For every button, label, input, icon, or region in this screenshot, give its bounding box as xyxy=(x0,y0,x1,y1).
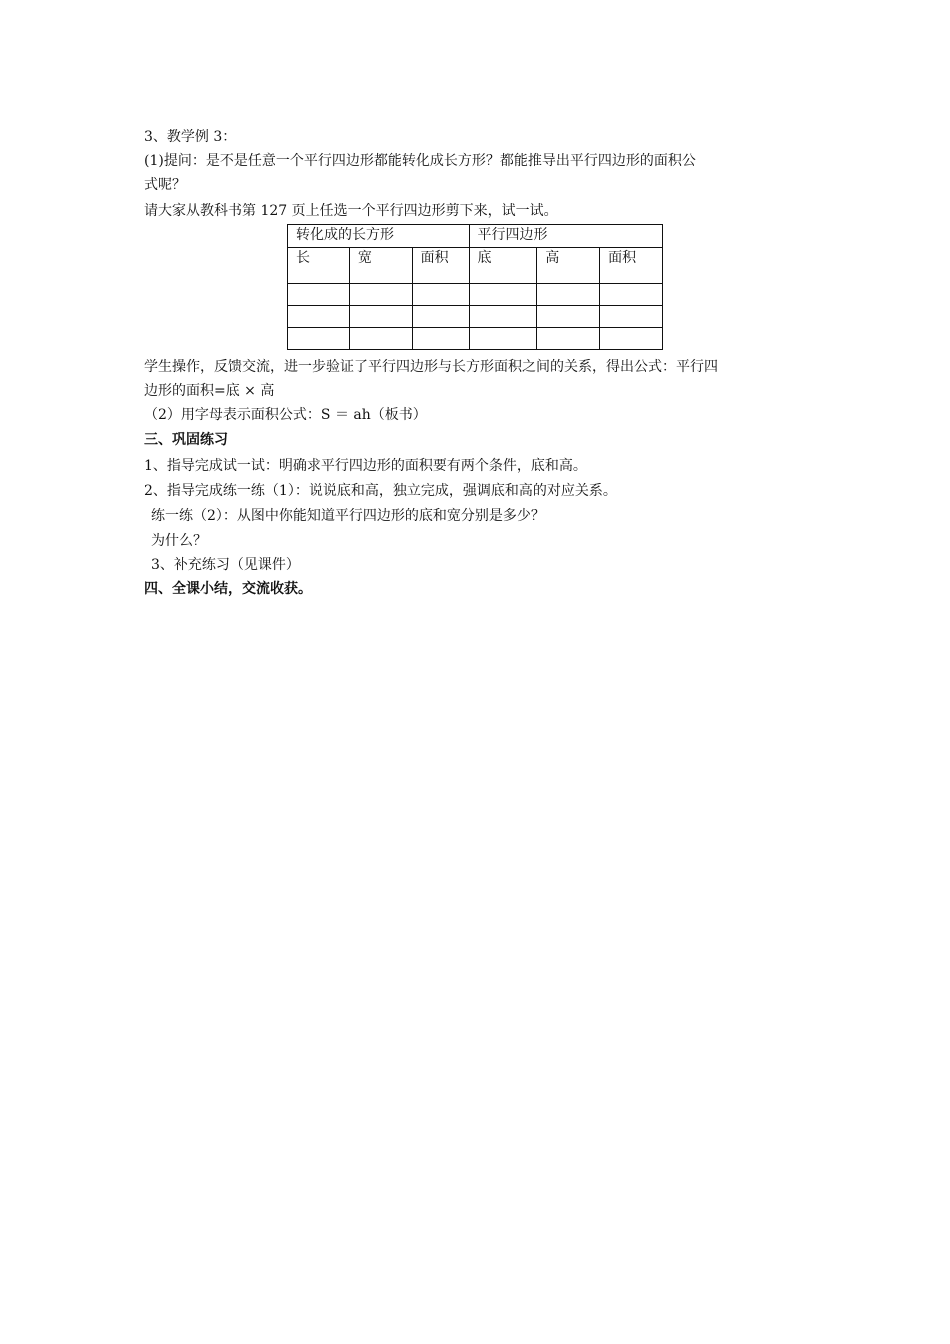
table-row xyxy=(288,284,663,306)
table-cell xyxy=(469,306,537,328)
practice-item-1: 1、指导完成试一试：明确求平行四边形的面积要有两个条件，底和高。 xyxy=(144,458,587,474)
table-cell xyxy=(288,284,350,306)
table-row xyxy=(288,328,663,350)
table-cell xyxy=(412,328,469,350)
table-col-width: 宽 xyxy=(349,248,412,284)
table-cell xyxy=(288,306,350,328)
instruction-line: 请大家从教科书第 127 页上任选一个平行四边形剪下来，试一试。 xyxy=(144,203,558,219)
practice-item-2: 2、指导完成练一练（1）：说说底和高，独立完成，强调底和高的对应关系。 xyxy=(144,483,617,499)
table-col-height: 高 xyxy=(537,248,600,284)
table-cell xyxy=(412,284,469,306)
table-row xyxy=(288,306,663,328)
practice-item-2b: 练一练（2）：从图中你能知道平行四边形的底和宽分别是多少？ xyxy=(151,508,545,524)
table-col-base: 底 xyxy=(469,248,537,284)
table-cell xyxy=(600,284,663,306)
table-cell xyxy=(537,328,600,350)
table-cell xyxy=(288,328,350,350)
table-col-rect-area: 面积 xyxy=(412,248,469,284)
practice-item-3: 3、补充练习（见课件） xyxy=(151,557,300,573)
table-cell xyxy=(349,306,412,328)
table-cell xyxy=(469,328,537,350)
operation-line-2: 边形的面积=底 × 高 xyxy=(144,383,275,399)
example-heading: 3、教学例 3： xyxy=(144,129,237,145)
area-comparison-table xyxy=(287,224,663,350)
table-cell xyxy=(600,328,663,350)
table-cell xyxy=(349,328,412,350)
section-heading-summary: 四、全课小结，交流收获。 xyxy=(144,581,312,597)
table-group-header-rectangle: 转化成的长方形 xyxy=(288,225,470,248)
table-cell xyxy=(537,306,600,328)
question-line-1: (1)提问：是不是任意一个平行四边形都能转化成长方形？都能推导出平行四边形的面积公 xyxy=(144,153,696,169)
table-col-para-area: 面积 xyxy=(600,248,663,284)
table-cell xyxy=(469,284,537,306)
question-line-2: 式呢？ xyxy=(144,177,186,193)
table-cell xyxy=(412,306,469,328)
practice-item-2c: 为什么？ xyxy=(151,533,207,549)
operation-line-1: 学生操作，反馈交流，进一步验证了平行四边形与长方形面积之间的关系，得出公式：平行四 xyxy=(144,359,718,375)
table-cell xyxy=(537,284,600,306)
formula-line: （2）用字母表示面积公式：S ＝ ah（板书） xyxy=(144,407,427,423)
table-column-header-row xyxy=(288,248,663,284)
table-cell xyxy=(349,284,412,306)
table-col-length: 长 xyxy=(288,248,350,284)
section-heading-practice: 三、巩固练习 xyxy=(144,432,228,448)
table-cell xyxy=(600,306,663,328)
table-group-header-parallelogram: 平行四边形 xyxy=(469,225,663,248)
table-group-header-row xyxy=(288,225,663,248)
